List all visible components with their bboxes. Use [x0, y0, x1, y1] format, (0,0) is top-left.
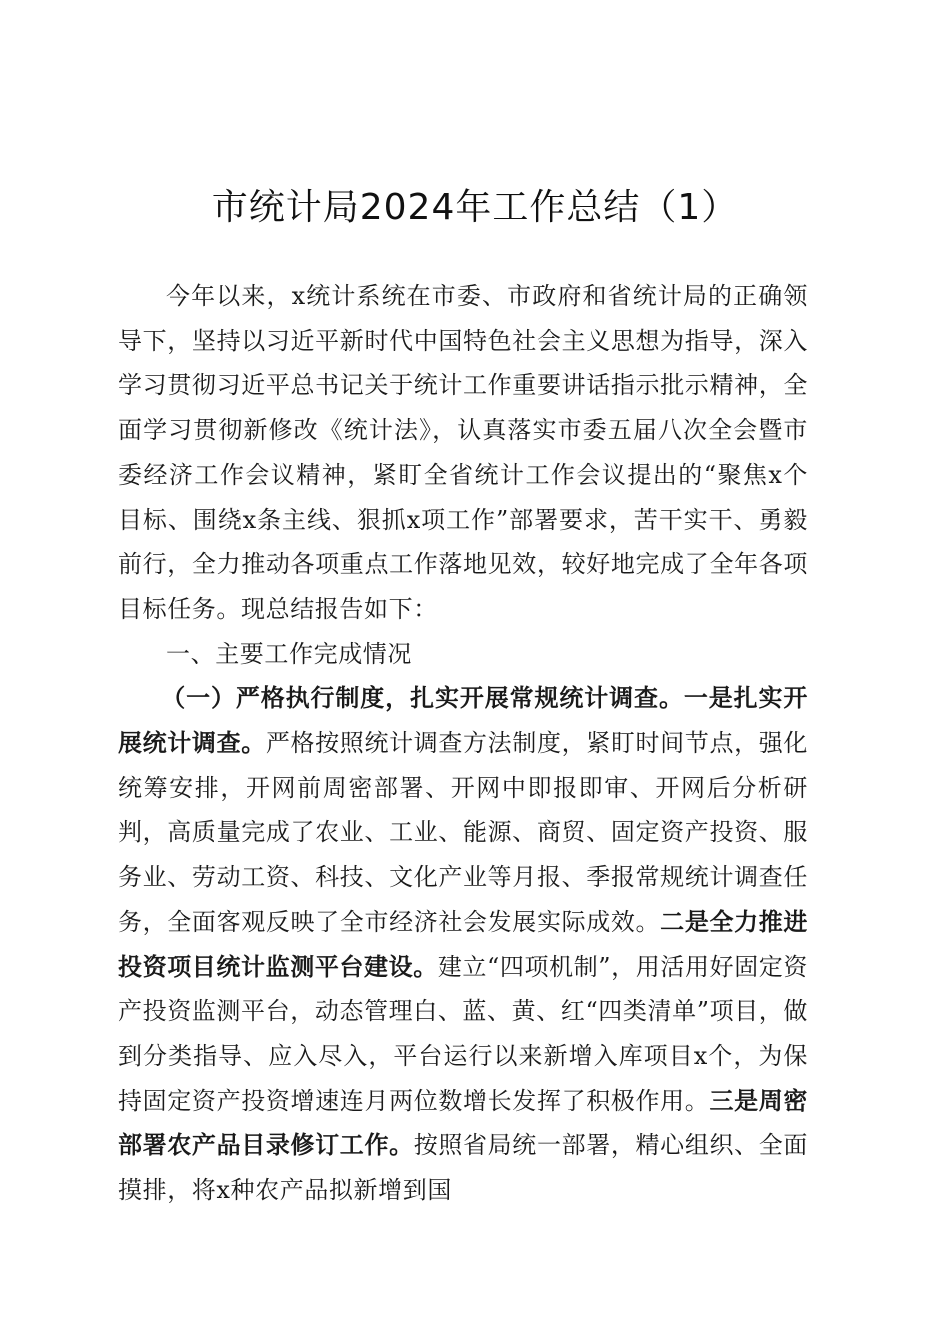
section-heading: 一、主要工作完成情况 [166, 639, 412, 668]
point-2-text: 建立“四项机制”，用活用好固定资产投资监测平台，动态管理白、蓝、黄、红“四类清单”项目，做到分类指导、应入尽入，平台运行以来新增入库项目x个，为保持固定资产投资增速连月两位数增长发挥了积极作用。 [118, 952, 808, 1115]
point-3-text: 按照省局统一部署，精心组织、全面摸排，将x种农产品拟新增到国 [118, 1131, 808, 1205]
point-3-lead: 三是周密部署农产品目录修订工作。 [118, 1085, 809, 1160]
point-1-lead: 一是扎实开展统计调查。 [118, 683, 808, 758]
document-body [118, 274, 808, 1213]
subsection-paragraph [118, 676, 808, 1212]
subsection-heading: （一）严格执行制度，扎实开展常规统计调查。 [161, 683, 684, 713]
intro-paragraph: 今年以来，x统计系统在市委、市政府和省统计局的正确领导下，坚持以习近平新时代中国特色社会主义思想为指导，深入学习贯彻习近平总书记关于统计工作重要讲话指示批示精神，全面学习贯彻新修改《统计法》，认真落实市委五届八次全会暨市委经济工作会议精神，紧盯全省统计工作会议提出的“聚焦x个目标、围绕x条主线、狠抓x项工作”部署要求，苦干实干、勇毅前行，全力推动各项重点工作落地见效，较好地完成了全年各项目标任务。现总结报告如下： [118, 282, 808, 623]
point-2-lead: 二是全力推进投资项目统计监测平台建设。 [118, 906, 808, 981]
point-1-text: 严格按照统计调查方法制度，紧盯时间节点，强化统筹安排，开网前周密部署、开网中即报即审、开网后分析研判，高质量完成了农业、工业、能源、商贸、固定资产投资、服务业、劳动工资、科技、文化产业等月报、季报常规统计调查任务，全面客观反映了全市经济社会发展实际成效。 [118, 729, 808, 936]
document-title: 市统计局2024年工作总结（1） [211, 187, 739, 228]
